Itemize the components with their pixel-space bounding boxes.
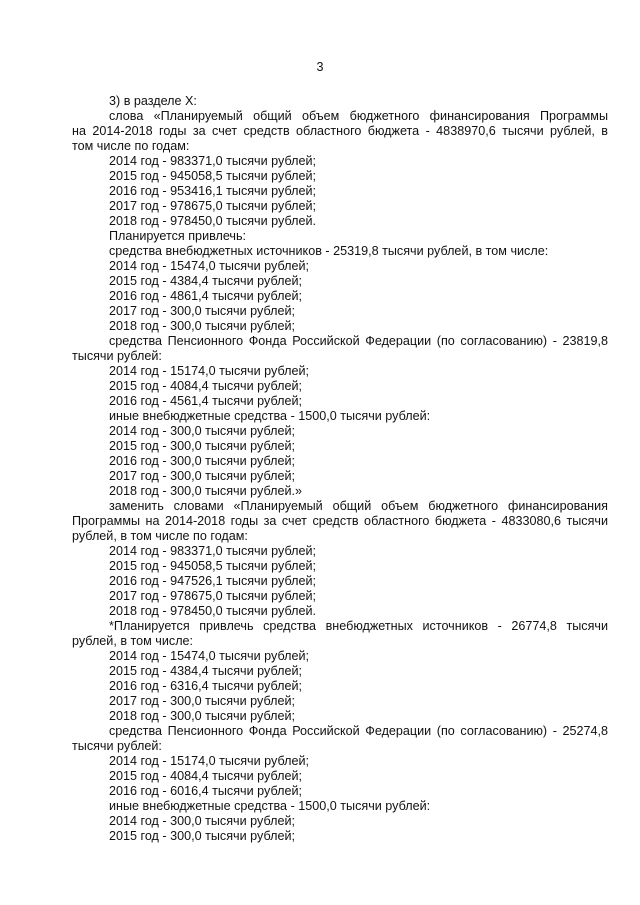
year-line: 2015 год - 4384,4 тысячи рублей; xyxy=(109,664,302,678)
year-line: 2015 год - 4384,4 тысячи рублей; xyxy=(109,274,302,288)
year-line: 2014 год - 300,0 тысячи рублей; xyxy=(109,424,295,438)
year-line: 2018 год - 300,0 тысячи рублей.» xyxy=(109,484,302,498)
year-line: 2016 год - 300,0 тысячи рублей; xyxy=(109,454,295,468)
year-line: 2014 год - 983371,0 тысячи рублей; xyxy=(109,154,316,168)
year-line: 2018 год - 300,0 тысячи рублей; xyxy=(109,319,295,333)
year-line: 2015 год - 4084,4 тысячи рублей; xyxy=(109,769,302,783)
year-line: 2018 год - 978450,0 тысячи рублей. xyxy=(109,604,316,618)
year-line: 2014 год - 300,0 тысячи рублей; xyxy=(109,814,295,828)
year-line: 2017 год - 978675,0 тысячи рублей; xyxy=(109,199,316,213)
year-line: 2016 год - 947526,1 тысячи рублей; xyxy=(109,574,316,588)
year-line: 2017 год - 300,0 тысячи рублей; xyxy=(109,694,295,708)
year-line: 2015 год - 4084,4 тысячи рублей; xyxy=(109,379,302,393)
document-body xyxy=(72,94,608,844)
paragraph-line: Планируется привлечь: xyxy=(109,229,247,243)
year-line: 2015 год - 300,0 тысячи рублей; xyxy=(109,829,295,843)
paragraph-line: тысячи рублей: xyxy=(72,739,162,753)
year-line: 2016 год - 4861,4 тысячи рублей; xyxy=(109,289,302,303)
year-line: 2016 год - 953416,1 тысячи рублей; xyxy=(109,184,316,198)
year-line: 2017 год - 300,0 тысячи рублей; xyxy=(109,469,295,483)
year-line: 2015 год - 945058,5 тысячи рублей; xyxy=(109,169,316,183)
year-line: 2014 год - 15174,0 тысячи рублей; xyxy=(109,364,309,378)
paragraph-line: рублей, в том числе: xyxy=(72,634,194,648)
section-heading: 3) в разделе X: xyxy=(109,94,197,108)
year-line: 2015 год - 300,0 тысячи рублей; xyxy=(109,439,295,453)
paragraph-line: средства Пенсионного Фонда Российской Федерации (по согласованию) - 23819,8 xyxy=(109,334,608,348)
paragraph-line: иные внебюджетные средства - 1500,0 тысячи рублей: xyxy=(109,799,431,813)
paragraph-line: средства Пенсионного Фонда Российской Федерации (по согласованию) - 25274,8 xyxy=(109,724,608,738)
paragraph-line: Программы на 2014-2018 годы за счет средств областного бюджета - 4833080,6 тысячи xyxy=(72,514,608,528)
paragraph-line: *Планируется привлечь средства внебюджетных источников - 26774,8 тысячи xyxy=(109,619,608,633)
paragraph-line: тысячи рублей: xyxy=(72,349,162,363)
year-line: 2018 год - 300,0 тысячи рублей; xyxy=(109,709,295,723)
year-line: 2017 год - 300,0 тысячи рублей; xyxy=(109,304,295,318)
year-line: 2014 год - 15174,0 тысячи рублей; xyxy=(109,754,309,768)
year-line: 2015 год - 945058,5 тысячи рублей; xyxy=(109,559,316,573)
year-line: 2018 год - 978450,0 тысячи рублей. xyxy=(109,214,316,228)
year-line: 2014 год - 15474,0 тысячи рублей; xyxy=(109,259,309,273)
year-line: 2016 год - 6316,4 тысячи рублей; xyxy=(109,679,302,693)
year-line: 2017 год - 978675,0 тысячи рублей; xyxy=(109,589,316,603)
year-line: 2016 год - 4561,4 тысячи рублей; xyxy=(109,394,302,408)
paragraph-line: том числе по годам: xyxy=(72,139,190,153)
year-line: 2014 год - 15474,0 тысячи рублей; xyxy=(109,649,309,663)
paragraph-line: на 2014-2018 годы за счет средств областного бюджета - 4838970,6 тысячи рублей, в xyxy=(72,124,608,138)
paragraph-line: средства внебюджетных источников - 25319,8 тысячи рублей, в том числе: xyxy=(109,244,549,258)
year-line: 2014 год - 983371,0 тысячи рублей; xyxy=(109,544,316,558)
paragraph-line: заменить словами «Планируемый общий объем бюджетного финансирования xyxy=(109,499,608,513)
paragraph-line: слова «Планируемый общий объем бюджетного финансирования Программы xyxy=(109,109,608,123)
page-number: 3 xyxy=(316,60,324,74)
year-line: 2016 год - 6016,4 тысячи рублей; xyxy=(109,784,302,798)
paragraph-line: рублей, в том числе по годам: xyxy=(72,529,248,543)
paragraph-line: иные внебюджетные средства - 1500,0 тысячи рублей: xyxy=(109,409,431,423)
